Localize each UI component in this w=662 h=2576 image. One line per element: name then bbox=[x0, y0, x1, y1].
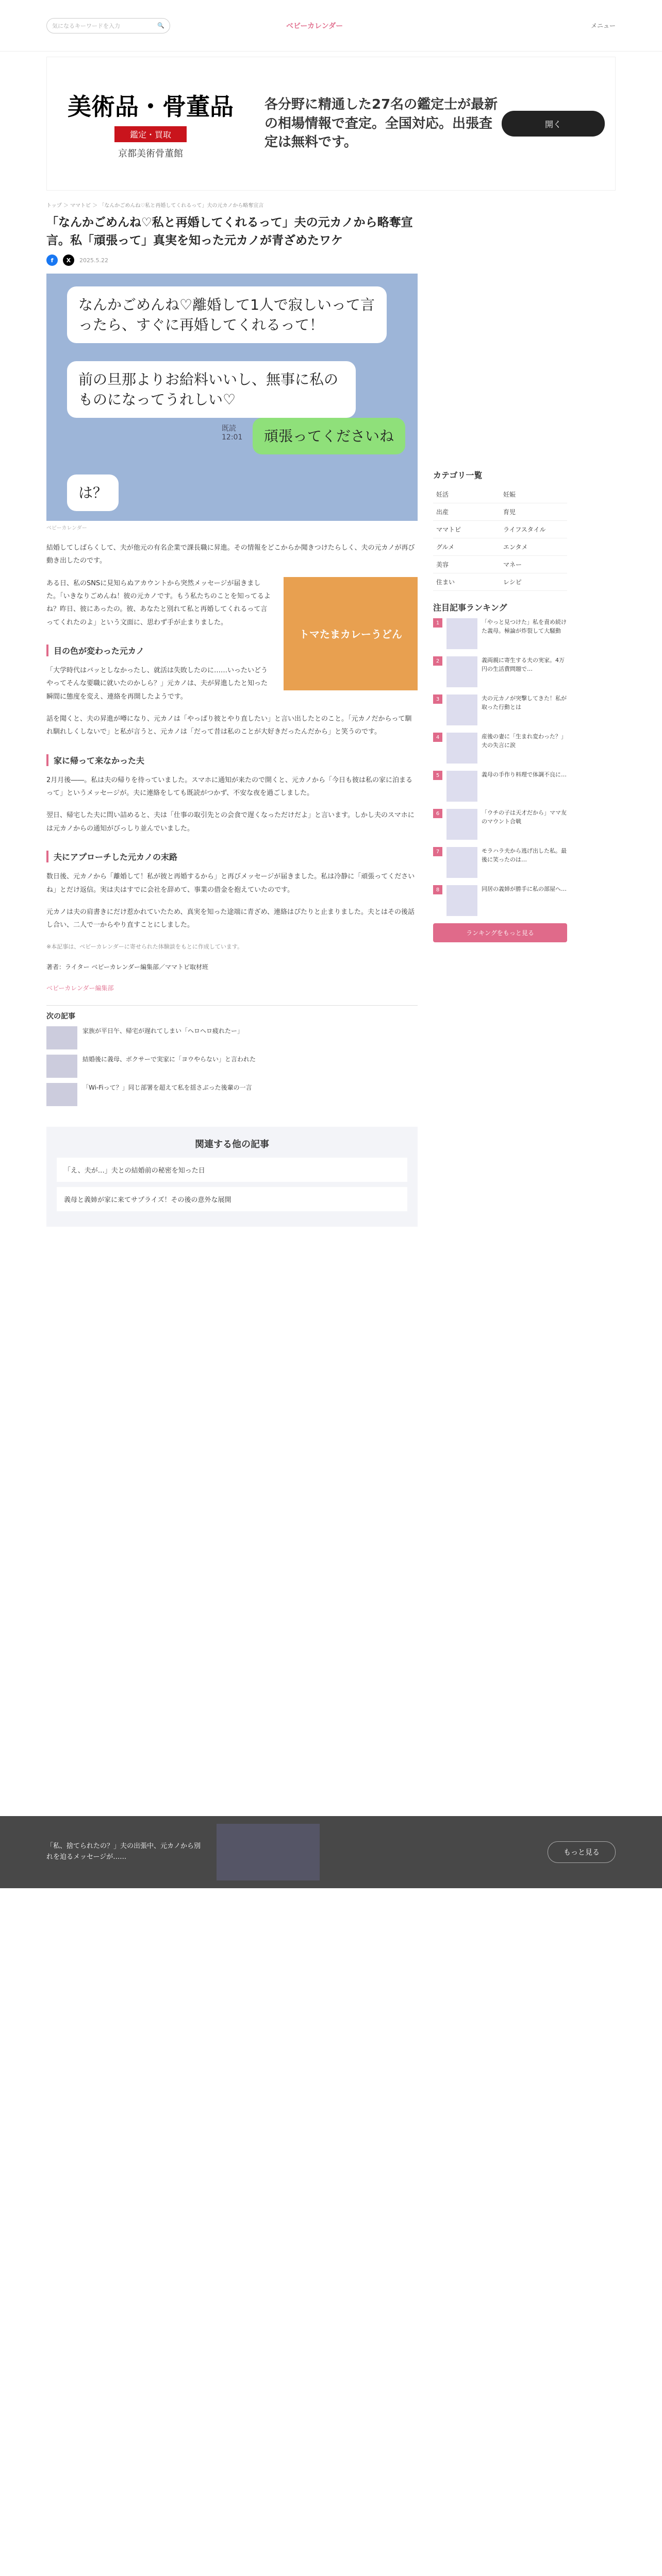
chat-bubble-reply: 頑張ってくださいね bbox=[253, 418, 405, 454]
ad-title: 美術品・骨董品 bbox=[68, 92, 234, 121]
paragraph: 翌日、帰宅した夫に問い詰めると、夫は「仕事の取引先との会食で遅くなっただけだよ」と言います。しかし夫のスマホには元カノからの通知がびっしり並んでいました。 bbox=[46, 811, 415, 833]
popup-more-button[interactable]: もっと見る bbox=[548, 1841, 616, 1863]
site-logo[interactable]: ベビーカレンダー bbox=[286, 22, 343, 30]
ad-cta-button[interactable]: 開く bbox=[502, 111, 605, 137]
ranking-item[interactable]: 4 産後の妻に「生まれ変わった？」夫の失言に涙 bbox=[433, 733, 567, 764]
author: 著者：ライター ベビーカレンダー編集部／ママトピ取材班 bbox=[46, 963, 208, 971]
next-articles bbox=[46, 1005, 418, 1106]
top-ad-banner[interactable] bbox=[46, 57, 616, 191]
ranking-item[interactable]: 5 義母の手作り料理で体調不良に… bbox=[433, 771, 567, 802]
category-item[interactable]: 妊活 bbox=[433, 486, 500, 503]
ranking-item[interactable]: 8 同居の義姉が勝手に私の部屋へ… bbox=[433, 885, 567, 916]
ranking-item[interactable]: 2 義両親に寄生する夫の実家。4万円の生活費問題で… bbox=[433, 656, 567, 687]
category-item[interactable]: グルメ bbox=[433, 538, 500, 556]
recommend-popup bbox=[0, 1816, 662, 1888]
ranking-title: 注目記事ランキング bbox=[433, 603, 507, 613]
breadcrumb[interactable]: トップ ＞ ママトピ ＞ 「なんかごめんね♡私と再婚してくれるって」夫の元カノから略奪宣言 bbox=[46, 203, 264, 209]
facebook-share-icon[interactable]: f bbox=[46, 255, 58, 266]
category-item[interactable]: 妊娠 bbox=[500, 486, 567, 503]
paragraph: ある日、私のSNSに見知らぬアカウントから突然メッセージが届きました。「いきなりごめんね！彼の元カノです。もう私たちのことを知ってるよね？昨日、彼にあったの。彼、あなたと別れて私と再婚してくれるって言ってくれたのよ」という文面に、思わず手が止まりました。 bbox=[46, 579, 271, 626]
section-heading: 家に帰って来なかった夫 bbox=[46, 754, 418, 766]
popup-text: 「私、捨てられたの？」夫の出張中、元カノから別れを迫るメッセージが…… bbox=[46, 1842, 201, 1861]
search-icon[interactable]: 🔍 bbox=[157, 22, 164, 29]
next-title: 次の記事 bbox=[46, 1012, 75, 1021]
paragraph: 数日後、元カノから「離婚して！私が彼と再婚するから」と再びメッセージが届きました。私は冷静に「頑張ってくださいね」とだけ返信。実は夫はすでに会社を辞めて、事業の借金を抱えていたのです。 bbox=[46, 873, 415, 894]
ranking-item[interactable]: 3 夫の元カノが突撃してきた！私が取った行動とは bbox=[433, 694, 567, 725]
section-heading: 夫にアプローチした元カノの末路 bbox=[46, 851, 418, 862]
chat-screenshot bbox=[46, 274, 418, 521]
site-header bbox=[0, 0, 662, 52]
ranking-item[interactable]: 7 モラハラ夫から逃げ出した私。最後に笑ったのは… bbox=[433, 847, 567, 878]
popup-image[interactable] bbox=[217, 1824, 320, 1880]
chat-time: 12:01 bbox=[222, 433, 243, 442]
paragraph: 元カノは夫の肩書きにだけ惹かれていたため、真実を知った途端に青ざめ、連絡はぴたりと止まりました。夫とはその後話し合い、二人で一からやり直すことにしました。 bbox=[46, 908, 415, 929]
page-title: 「なんかごめんね♡私と再婚してくれるって」夫の元カノから略奪宣言。私「頑張って」真実を知った元カノが青ざめたワケ bbox=[46, 216, 413, 247]
category-item[interactable]: 育児 bbox=[500, 503, 567, 521]
chat-bubble: は？ bbox=[67, 474, 119, 511]
chat-bubble: なんかごめんね♡離婚して1人で寂しいって言ったら、すぐに再婚してくれるって！ bbox=[67, 286, 387, 343]
editor[interactable]: ベビーカレンダー編集部 bbox=[46, 985, 114, 992]
x-share-icon[interactable]: X bbox=[63, 255, 74, 266]
food-ad[interactable]: トマたまカレーうどん bbox=[284, 577, 418, 690]
ad-badge: 鑑定・買取 bbox=[114, 126, 187, 142]
category-item[interactable]: エンタメ bbox=[500, 538, 567, 556]
article bbox=[46, 191, 418, 1111]
list-item[interactable]: 結婚後に義母、ボクサーで実家に「ヨウやらない」と言われた bbox=[46, 1055, 418, 1078]
list-item[interactable]: 「Wi-Fiって？」同じ部署を超えて私を揺さぶった後輩の一言 bbox=[46, 1083, 418, 1106]
ranking-item[interactable]: 6 「ウチの子は天才だから」ママ友のマウント合戦 bbox=[433, 809, 567, 840]
list-item[interactable]: 「え、夫が…」夫との結婚前の秘密を知った日 bbox=[57, 1158, 407, 1182]
paragraph: 結婚してしばらくして、夫が他元の有名企業で課長職に昇進。その情報をどこからか聞きつけたらしく、夫の元カノが再び動き出したのです。 bbox=[46, 544, 415, 565]
related-articles bbox=[46, 1127, 418, 1227]
menu-button[interactable]: メニュー bbox=[590, 22, 616, 29]
read-label: 既読 bbox=[222, 425, 236, 433]
sidebar bbox=[433, 191, 567, 1111]
chat-bubble: 前の旦那よりお給料いいし、無事に私のものになってうれしい♡ bbox=[67, 361, 356, 418]
section-heading: 目の色が変わった元カノ bbox=[46, 645, 418, 656]
ranking-item[interactable]: 1 「やっと見つけた」私を責め続けた義母。極論が炸裂して大騒動 bbox=[433, 618, 567, 649]
list-item[interactable]: 義母と義姉が家に来てサプライズ！その後の意外な展開 bbox=[57, 1187, 407, 1211]
category-title: カテゴリ一覧 bbox=[433, 470, 483, 480]
publish-date: 2025.5.22 bbox=[79, 257, 108, 264]
category-item[interactable]: レシピ bbox=[500, 573, 567, 591]
list-item[interactable]: 家族が平日午、帰宅が遅れてしまい「ヘロヘロ疲れたー」 bbox=[46, 1026, 418, 1049]
image-caption: ベビーカレンダー bbox=[46, 526, 87, 531]
paragraph: 話を聞くと、夫の昇進が噂になり、元カノは「やっぱり彼とやり直したい」と言い出したとのこと。「元カノだからって馴れ馴れしくしないで」と私が言うと、元カノは「だって昔は私のことが大好きだったんだから」と笑うのです。 bbox=[46, 715, 412, 736]
paragraph: 「大学時代はバッとしなかったし、就活は失敗したのに……いったいどうやってそんな要職に就いたのかしら？」元カノは、夫が昇進したと知った瞬間に態度を変え、連絡を再開したようです。 bbox=[46, 667, 268, 701]
ranking-more-button[interactable]: ランキングをもっと見る bbox=[433, 923, 567, 942]
category-item[interactable]: マネー bbox=[500, 556, 567, 573]
category-item[interactable]: ママトピ bbox=[433, 521, 500, 538]
category-item[interactable]: 住まい bbox=[433, 573, 500, 591]
search-input[interactable] bbox=[46, 18, 170, 33]
search-placeholder: 気になるキーワードを入力 bbox=[52, 22, 120, 29]
paragraph: 2月月後――。私は夫の帰りを待っていました。スマホに通知が来たので開くと、元カノから「今日も彼は私の家に泊まるって」というメッセージが。夫に連絡をしても既読がつかず、不安な夜を過ごしました。 bbox=[46, 776, 413, 798]
category-item[interactable]: ライフスタイル bbox=[500, 521, 567, 538]
ad-brand: 京都美術骨董館 bbox=[118, 148, 183, 159]
related-title: 関連する他の記事 bbox=[195, 1139, 269, 1150]
disclaimer: ※本記事は、ベビーカレンダーに寄せられた体験談をもとに作成しています。 bbox=[46, 943, 243, 950]
ad-headline: 各分野に精通した27名の鑑定士が最新の相場情報で査定。全国対応。出張査定は無料です。 bbox=[264, 97, 498, 150]
category-item[interactable]: 出産 bbox=[433, 503, 500, 521]
category-item[interactable]: 美容 bbox=[433, 556, 500, 573]
